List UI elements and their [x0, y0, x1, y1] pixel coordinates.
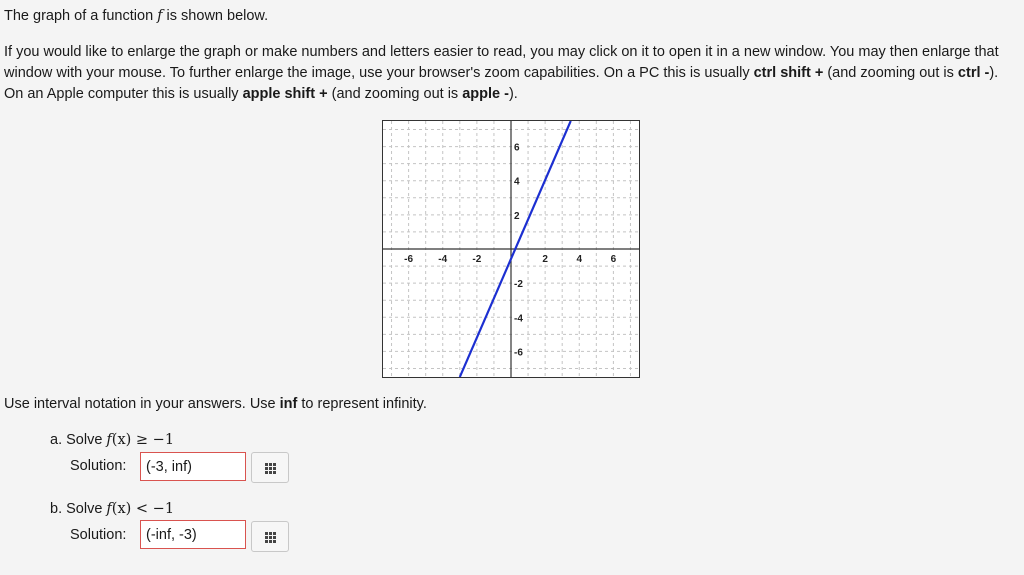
x-tick-label: 2	[542, 254, 548, 265]
keypad-dot	[273, 532, 276, 535]
keypad-dot	[269, 532, 272, 535]
y-tick-label: 4	[514, 176, 520, 188]
instructions-part-3: ). On an Apple computer this is usually	[4, 65, 999, 102]
question-b-arg: (x)	[111, 501, 132, 517]
question-b-label: b. Solve	[50, 501, 107, 517]
question-a-label: a. Solve	[50, 432, 107, 448]
answer-a-keypad-button[interactable]	[251, 452, 289, 483]
question-b-func: f	[106, 501, 112, 517]
question-a-arg: (x)	[111, 432, 132, 448]
keypad-dot	[273, 540, 276, 543]
x-tick-label: 6	[610, 254, 617, 265]
x-tick-label: 4	[576, 254, 583, 265]
y-tick-label: -6	[514, 347, 523, 359]
keypad-dot	[273, 467, 276, 470]
x-tick-label: -2	[472, 254, 482, 265]
solution-a-label: Solution:	[70, 458, 127, 474]
solution-b-label: Solution:	[70, 527, 127, 543]
keypad-dot	[273, 463, 276, 466]
question-b	[50, 499, 174, 520]
answer-b-input[interactable]	[140, 520, 246, 549]
interval-notation-note	[4, 394, 427, 415]
kbd-ctrl-shift-plus: ctrl shift +	[753, 65, 824, 81]
keypad-dot	[265, 532, 268, 535]
keypad-dot	[265, 463, 268, 466]
instructions-part-1: If you would like to enlarge the graph or make numbers and letters easier to read, you may click on it to open it in a new window. You may then enlarge that window with your mouse. To further enlarge the image, use your browser's zoom capabilities. On a PC this is usually	[4, 44, 999, 81]
y-tick-label: -2	[514, 279, 523, 291]
intro-text-before: The graph of a function	[4, 8, 158, 24]
keypad-dot	[269, 463, 272, 466]
keypad-dot	[269, 467, 272, 470]
keypad-dot	[269, 536, 272, 539]
note-text-before: Use interval notation in your answers. Use	[4, 396, 280, 412]
keypad-dot	[265, 471, 268, 474]
x-tick-label: -4	[438, 254, 448, 265]
question-a	[50, 430, 174, 451]
graph-svg	[383, 121, 639, 377]
y-tick-label: -4	[514, 313, 523, 325]
function-name: f	[157, 8, 163, 24]
instructions-text	[4, 42, 1019, 105]
instructions-part-4: (and zooming out is	[327, 86, 463, 102]
keypad-dot	[273, 471, 276, 474]
kbd-apple-minus: apple -	[462, 86, 509, 102]
intro-text-after: is shown below.	[162, 8, 269, 24]
kbd-apple-shift-plus: apple shift +	[242, 86, 328, 102]
intro-text	[4, 6, 268, 27]
x-tick-label: -6	[404, 254, 414, 265]
keypad-dot	[265, 536, 268, 539]
kbd-ctrl-minus: ctrl -	[957, 65, 990, 81]
keypad-dot	[273, 536, 276, 539]
question-a-relation: ≥ −1	[131, 432, 175, 448]
y-tick-label: 6	[514, 142, 520, 154]
y-tick-label: 2	[514, 210, 520, 222]
answer-b-keypad-button[interactable]	[251, 521, 289, 552]
function-graph[interactable]	[382, 120, 640, 378]
question-a-func: f	[106, 432, 112, 448]
instructions-part-5: ).	[508, 86, 518, 102]
instructions-part-2: (and zooming out is	[823, 65, 958, 81]
keypad-dot	[269, 471, 272, 474]
keypad-dot	[269, 540, 272, 543]
keypad-dot	[265, 540, 268, 543]
note-text-after: to represent infinity.	[297, 396, 427, 412]
answer-a-input[interactable]	[140, 452, 246, 481]
question-b-relation: < −1	[131, 501, 175, 517]
keypad-dot	[265, 467, 268, 470]
note-inf-keyword: inf	[279, 396, 298, 412]
